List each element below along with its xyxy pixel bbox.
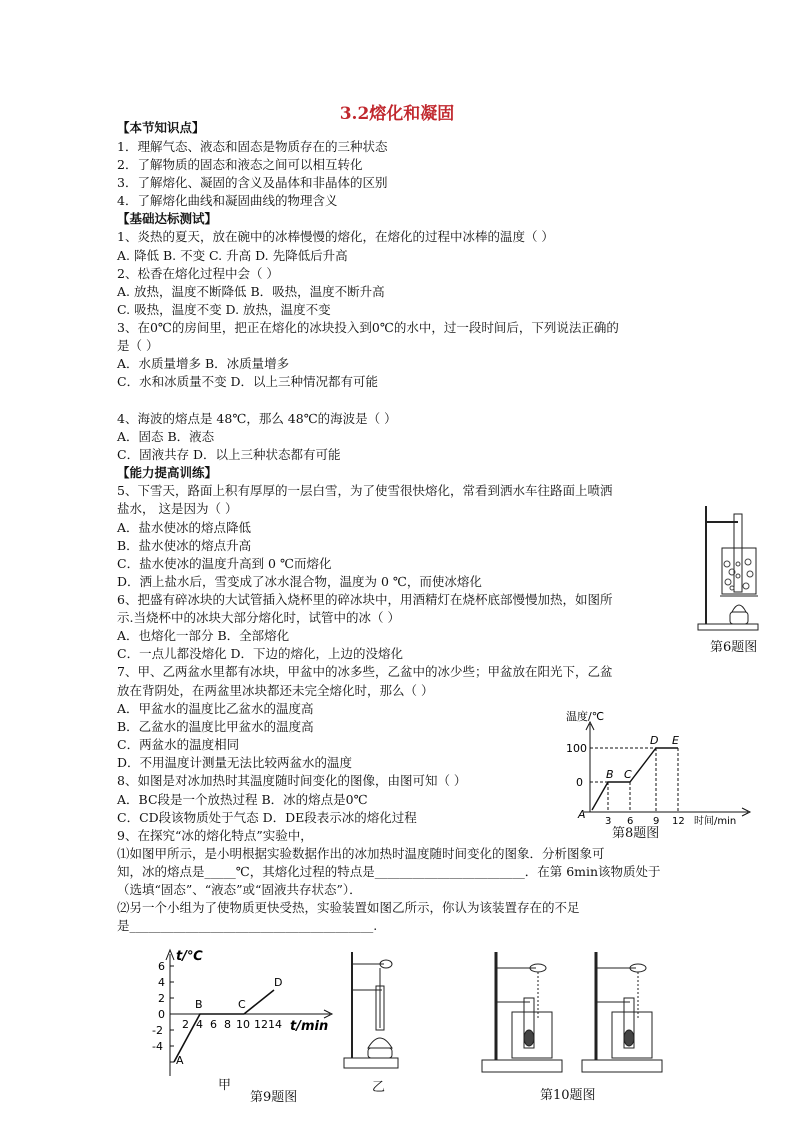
fig6-apparatus — [692, 502, 770, 634]
page-title: 3.2熔化和凝固 — [339, 104, 455, 124]
text-line: 2．了解物质的固态和液态之间可以相互转化 — [117, 157, 363, 172]
fig9-xlabel: t/min — [290, 1019, 329, 1034]
text-line: C．CD段该物质处于气态 D．DE段表示冰的熔化过程 — [117, 810, 417, 825]
text-line: 3、在0℃的房间里，把正在熔化的冰块投入到0℃的水中，过一段时间后，下列说法正确的 — [117, 320, 619, 335]
text-line: 示.当烧杯中的冰块大部分熔化时，试管中的冰（ ） — [117, 610, 400, 625]
text-line: B．盐水使冰的熔点升高 — [117, 538, 252, 553]
text-line: 是_______________________________________. — [117, 918, 378, 933]
fig8-caption: 第8题图 — [612, 826, 660, 841]
fig8-tick-0: 0 — [576, 776, 583, 789]
text-line: 7、甲、乙两盆水里都有冰块，甲盆中的冰多些，乙盆中的冰少些；甲盆放在阳光下，乙盆 — [117, 664, 613, 679]
text-line: 8、如图是对冰加热时其温度随时间变化的图像，由图可知（ ） — [117, 773, 467, 788]
text-line: 3．了解熔化、凝固的含义及晶体和非晶体的区别 — [117, 175, 388, 190]
text-line: A．固态 B．液态 — [117, 429, 215, 444]
text-line: 1．理解气态、液态和固态是物质存在的三种状态 — [117, 139, 388, 154]
fig8-xlabel: 时间/min — [694, 816, 737, 826]
fig8-point-C: C — [624, 768, 632, 781]
text-line: 1、炎热的夏天，放在碗中的冰棒慢慢的熔化，在熔化的过程中冰棒的温度（ ） — [117, 229, 554, 244]
text-line: A．盐水使冰的熔点降低 — [117, 520, 252, 535]
text-line: ⑵另一个小组为了使物质更快受热，实验装置如图乙所示，你认为该装置存在的不足 — [117, 900, 580, 915]
fig9-ytick: -4 — [152, 1040, 163, 1053]
text-line: 【本节知识点】 — [117, 120, 205, 135]
fig8-xtick: 6 — [627, 816, 634, 826]
fig9-xtick: 10 — [236, 1018, 250, 1031]
fig8-point-B: B — [606, 768, 614, 781]
fig9-label-jia: 甲 — [218, 1078, 232, 1093]
text-line: A．也熔化一部分 B．全部熔化 — [117, 628, 290, 643]
text-line: ⑴如图甲所示，是小明根据实验数据作出的冰加热时温度随时间变化的图象．分析图象可 — [117, 846, 605, 861]
fig8-xtick: 3 — [605, 816, 612, 826]
text-line: B．乙盆水的温度比甲盆水的温度高 — [117, 719, 314, 734]
text-line: 4．了解熔化曲线和凝固曲线的物理含义 — [117, 193, 338, 208]
fig10-caption: 第10题图 — [540, 1088, 596, 1103]
text-line: D．洒上盐水后，雪变成了冰水混合物，温度为 0 ℃，而使冰熔化 — [117, 574, 482, 589]
fig8-ylabel: 温度/℃ — [566, 710, 605, 723]
text-line: C．两盆水的温度相同 — [117, 737, 240, 752]
text-line: A．水质量增多 B．冰质量增多 — [117, 356, 290, 371]
fig9-ylabel: t/℃ — [176, 949, 203, 964]
fig8-point-D: D — [650, 734, 659, 747]
fig9-caption: 第9题图 — [250, 1090, 298, 1105]
fig9-apparatus-yi — [340, 948, 404, 1072]
fig8-tick-100: 100 — [566, 742, 587, 755]
text-line: C．一点儿都没熔化 D．下边的熔化，上边的没熔化 — [117, 646, 404, 661]
fig9-xtick: 12 — [254, 1018, 268, 1031]
text-line: 9、在探究“冰的熔化特点”实验中， — [117, 828, 313, 843]
fig9-ytick: 0 — [158, 1008, 165, 1021]
text-line: A．甲盆水的温度比乙盆水的温度高 — [117, 701, 314, 716]
fig9-ytick: 2 — [158, 992, 165, 1005]
fig8-xtick: 9 — [653, 816, 660, 826]
fig9-ytick: 6 — [158, 960, 165, 973]
text-line: 2、松香在熔化过程中会（ ） — [117, 266, 279, 281]
fig9-xtick: 14 — [268, 1018, 282, 1031]
fig9-xtick: 8 — [224, 1018, 231, 1031]
fig8-point-E: E — [672, 734, 679, 747]
fig9-point-A: A — [176, 1054, 184, 1067]
text-line: 放在背阴处，在两盆里冰块都还未完全熔化时，那么（ ） — [117, 683, 434, 698]
text-line: D．不用温度计测量无法比较两盆水的温度 — [117, 755, 353, 770]
fig10-apparatus — [478, 948, 672, 1080]
text-line: A. 放热，温度不断降低 B．吸热，温度不断升高 — [117, 284, 385, 299]
text-line: C．水和冰质量不变 D．以上三种情况都有可能 — [117, 374, 379, 389]
fig9-xtick: 6 — [210, 1018, 217, 1031]
fig9-xtick: 2 — [182, 1018, 189, 1031]
text-line: A. 降低 B. 不变 C. 升高 D. 先降低后升高 — [117, 248, 348, 263]
fig9-ytick: 4 — [158, 976, 165, 989]
text-line: 5、下雪天，路面上积有厚厚的一层白雪，为了使雪很快熔化，常看到洒水车往路面上喷洒 — [117, 483, 613, 498]
text-line: C．盐水使冰的温度升高到 0 ℃而熔化 — [117, 556, 332, 571]
fig9-graph — [140, 946, 340, 1086]
fig9-label-yi: 乙 — [372, 1080, 386, 1095]
text-line: 是（ ） — [117, 338, 159, 353]
text-line: A．BC段是一个放热过程 B．冰的熔点是0℃ — [117, 792, 368, 807]
fig6-caption: 第6题图 — [710, 640, 758, 655]
text-line: 【基础达标测试】 — [117, 211, 218, 226]
text-line: 【能力提高训练】 — [117, 465, 218, 480]
text-line: 盐水， 这是因为（ ） — [117, 501, 238, 516]
text-line: 6、把盛有碎冰块的大试管插入烧杯里的碎冰块中，用酒精灯在烧杯底部慢慢加热，如图所 — [117, 592, 613, 607]
fig9-point-C: C — [238, 998, 246, 1011]
fig9-point-D: D — [274, 976, 283, 989]
fig9-xtick: 4 — [196, 1018, 203, 1031]
text-line: 知，冰的熔点是_____℃，其熔化过程的特点是________________________．在第 6min该物质处于 — [117, 864, 661, 879]
text-line: C．固液共存 D．以上三种状态都有可能 — [117, 447, 341, 462]
text-line: C. 吸热，温度不变 D. 放热，温度不变 — [117, 302, 331, 317]
fig9-ytick: -2 — [152, 1024, 163, 1037]
text-line: 4、海波的熔点是 48℃，那么 48℃的海波是（ ） — [117, 411, 397, 426]
fig8-point-A: A — [578, 808, 586, 821]
text-line: （选填“固态”、“液态”或“固液共存状态”）． — [117, 882, 362, 897]
fig9-point-B: B — [195, 998, 203, 1011]
fig8-graph — [562, 710, 752, 826]
fig8-xtick: 12 — [672, 816, 685, 826]
